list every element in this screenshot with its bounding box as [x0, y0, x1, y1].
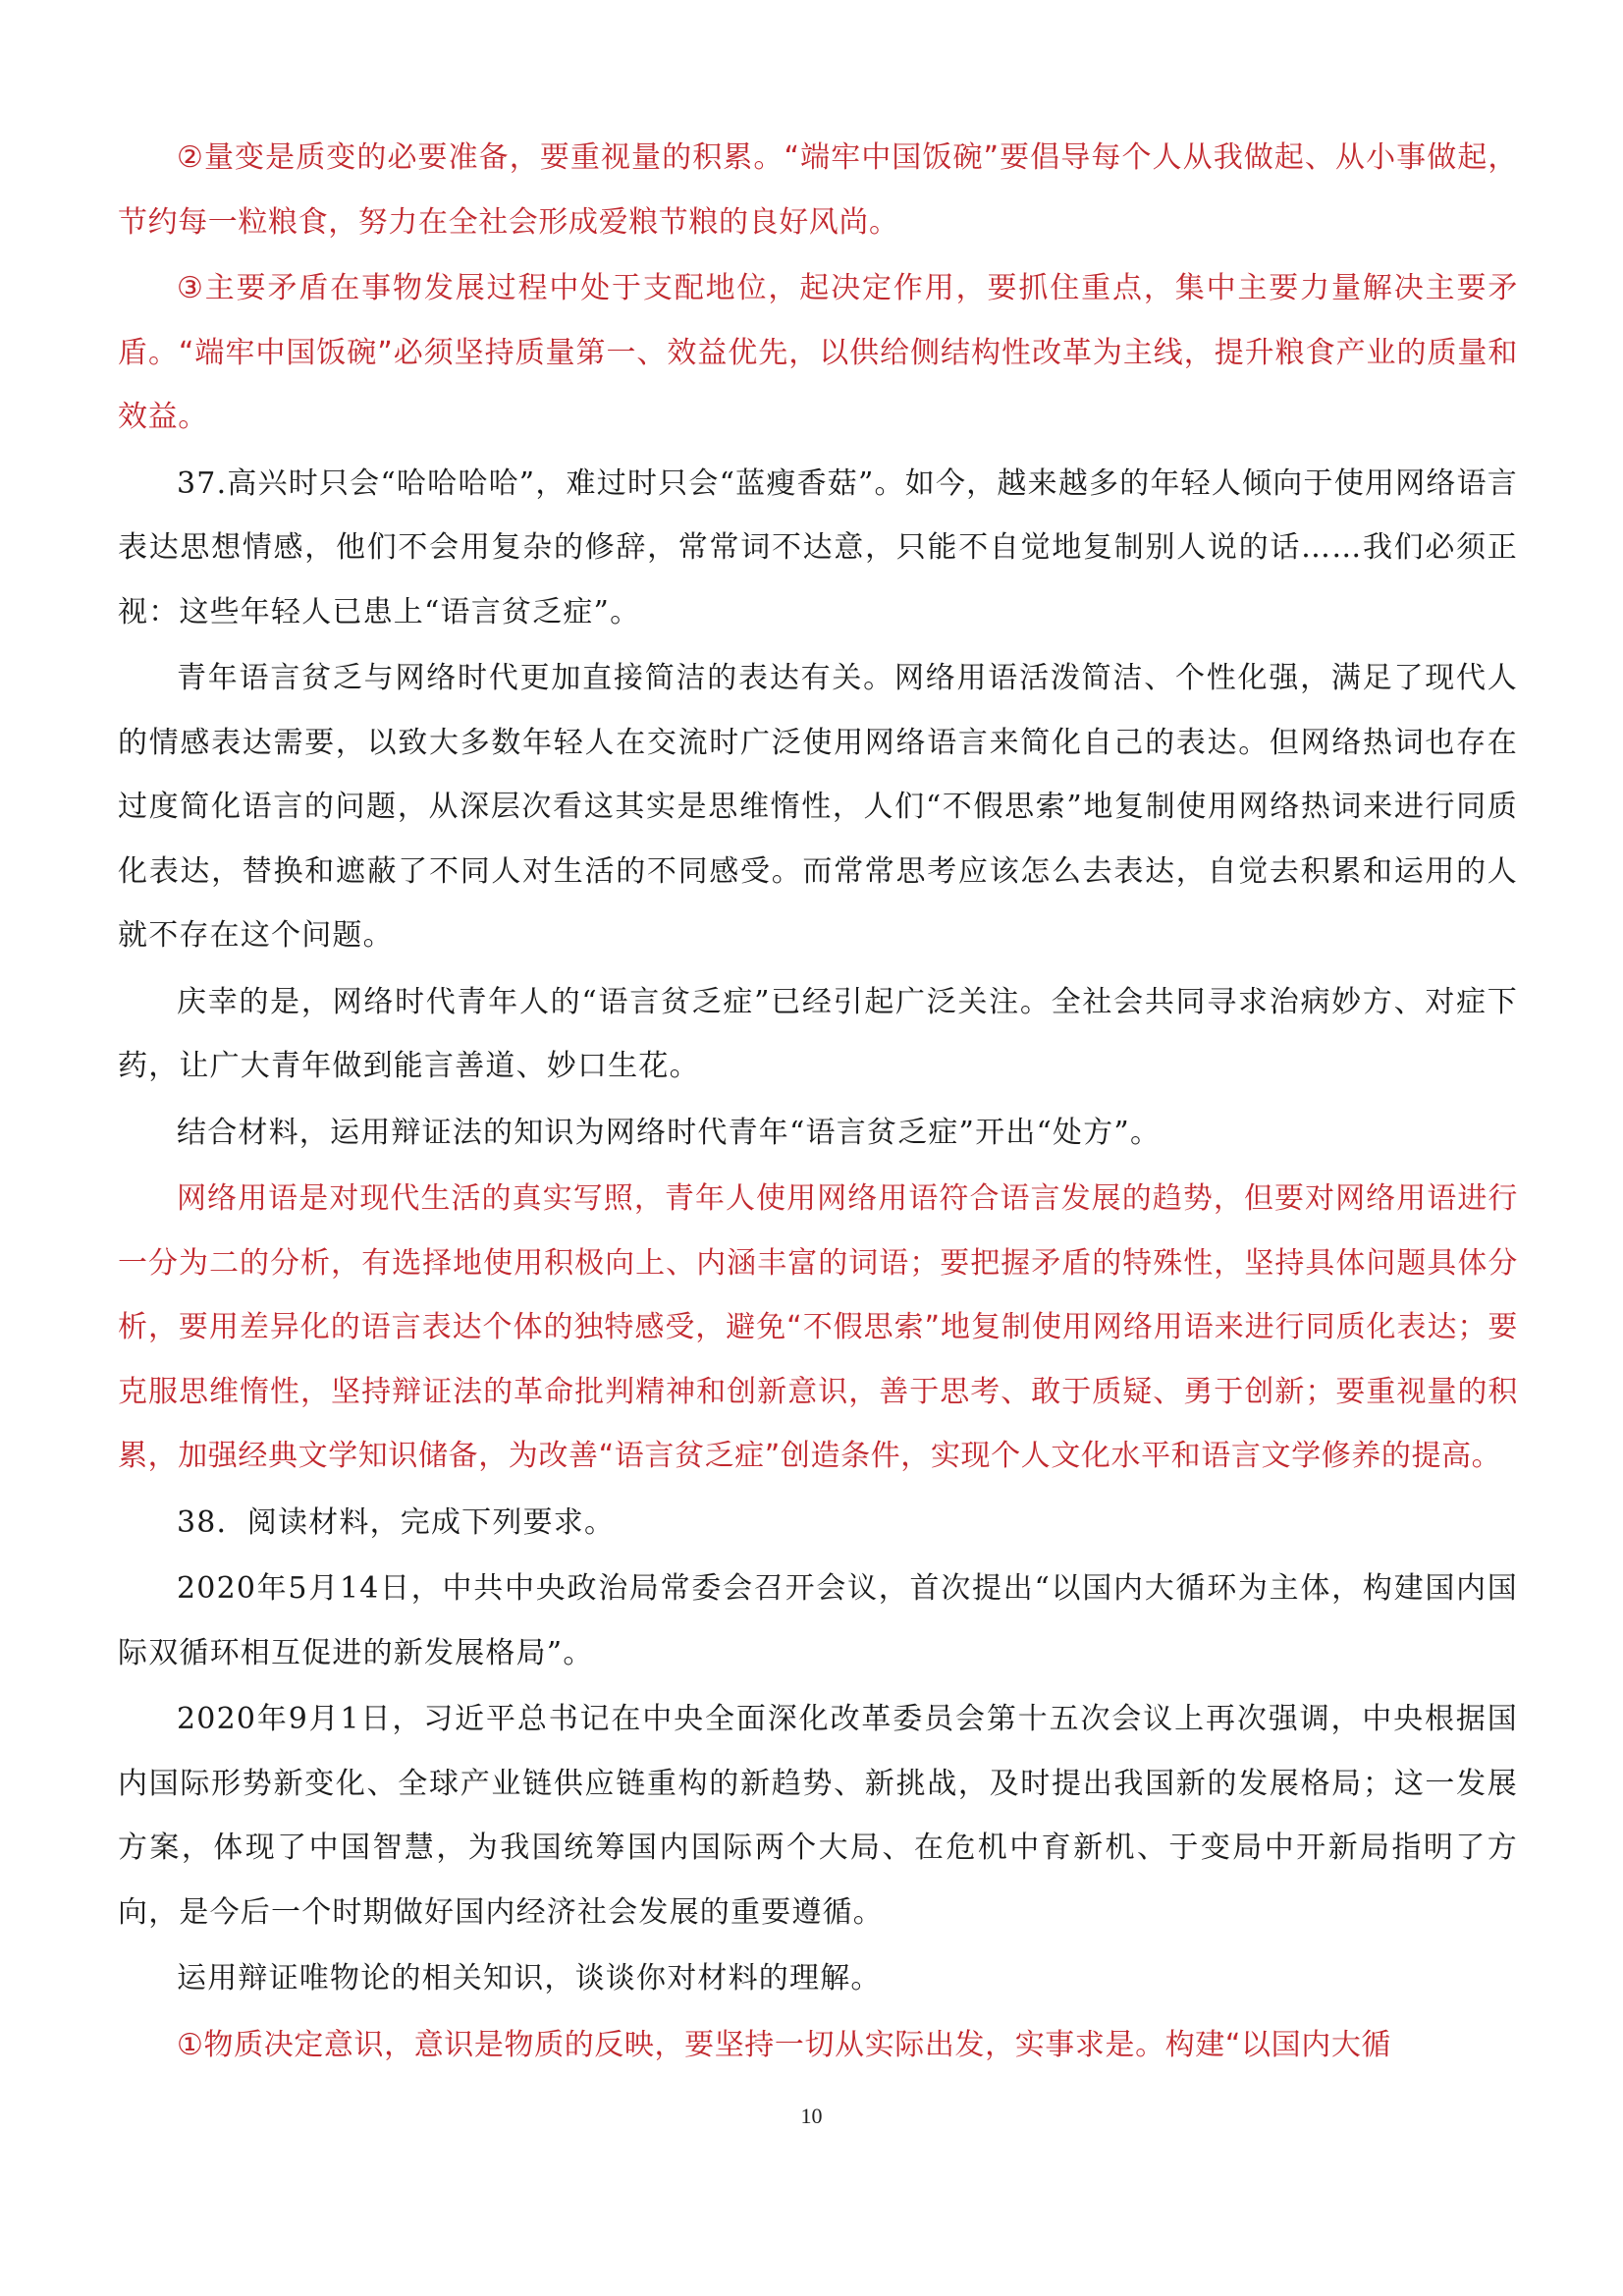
question-38-answer-point-1: ①物质决定意识，意识是物质的反映，要坚持一切从实际出发，实事求是。构建“以国内大循: [177, 2027, 1392, 2062]
question-38-material-2: 2020年9月1日，习近平总书记在中央全面深化改革委员会第十五次会议上再次强调，中央根据国内国际形势新变化、全球产业链供应链重构的新趋势、新挑战，及时提出我国新的发展格局；这一发展方案，体现了中国智慧，为我国统筹国内国际两个大局、在危机中育新机、于变局中开新局指明了方向，是今后一个时期做好国内经济社会发展的重要遵循。: [118, 1702, 1518, 1930]
question-37-answer: 网络用语是对现代生活的真实写照，青年人使用网络用语符合语言发展的趋势，但要对网络用语进行一分为二的分析，有选择地使用积极向上、内涵丰富的词语；要把握矛盾的特殊性，坚持具体问题具体分析，要用差异化的语言表达个体的独特感受，避免“不假思索”地复制使用网络用语来进行同质化表达；要克服思维惰性，坚持辩证法的革命批判精神和创新意识，善于思考、敢于质疑、勇于创新；要重视量的积累，加强经典文学知识储备，为改善“语言贫乏症”创造条件，实现个人文化水平和语言文学修养的提高。: [118, 1181, 1518, 1473]
question-37-material-2: 青年语言贫乏与网络时代更加直接简洁的表达有关。网络用语活泼简洁、个性化强，满足了现代人的情感表达需要，以致大多数年轻人在交流时广泛使用网络语言来简化自己的表达。但网络热词也存在过度简化语言的问题，从深层次看这其实是思维惰性，人们“不假思索”地复制使用网络热词来进行同质化表达，替换和遮蔽了不同人对生活的不同感受。而常常思考应该怎么去表达，自觉去积累和运用的人就不存在这个问题。: [118, 661, 1518, 953]
question-37-prompt: 结合材料，运用辩证法的知识为网络时代青年“语言贫乏症”开出“处方”。: [177, 1115, 1162, 1150]
question-37-material-3: 庆幸的是，网络时代青年人的“语言贫乏症”已经引起广泛关注。全社会共同寻求治病妙方、对症下药，让广大青年做到能言善道、妙口生花。: [118, 984, 1518, 1083]
question-38-material-1: 2020年5月14日，中共中央政治局常委会召开会议，首次提出“以国内大循环为主体，构建国内国际双循环相互促进的新发展格局”。: [118, 1571, 1518, 1670]
question-38-prompt: 运用辩证唯物论的相关知识，谈谈你对材料的理解。: [177, 1961, 882, 1995]
answer-point-2: ②量变是质变的必要准备，要重视量的积累。“端牢中国饭碗”要倡导每个人从我做起、从小事做起，节约每一粒粮食，努力在全社会形成爱粮节粮的良好风尚。: [118, 140, 1518, 240]
question-37-material-1: 37.高兴时只会“哈哈哈哈”，难过时只会“蓝瘦香菇”。如今，越来越多的年轻人倾向于使用网络语言表达思想情感，他们不会用复杂的修辞，常常词不达意，只能不自觉地复制别人说的话……我们必须正视：这些年轻人已患上“语言贫乏症”。: [118, 465, 1518, 629]
page-number: 10: [800, 2104, 823, 2128]
answer-point-3: ③主要矛盾在事物发展过程中处于支配地位，起决定作用，要抓住重点，集中主要力量解决主要矛盾。“端牢中国饭碗”必须坚持质量第一、效益优先，以供给侧结构性改革为主线，提升粮食产业的质量和效益。: [118, 271, 1518, 434]
document-body: [118, 126, 1518, 2079]
question-38-heading: 38．阅读材料，完成下列要求。: [177, 1504, 616, 1540]
